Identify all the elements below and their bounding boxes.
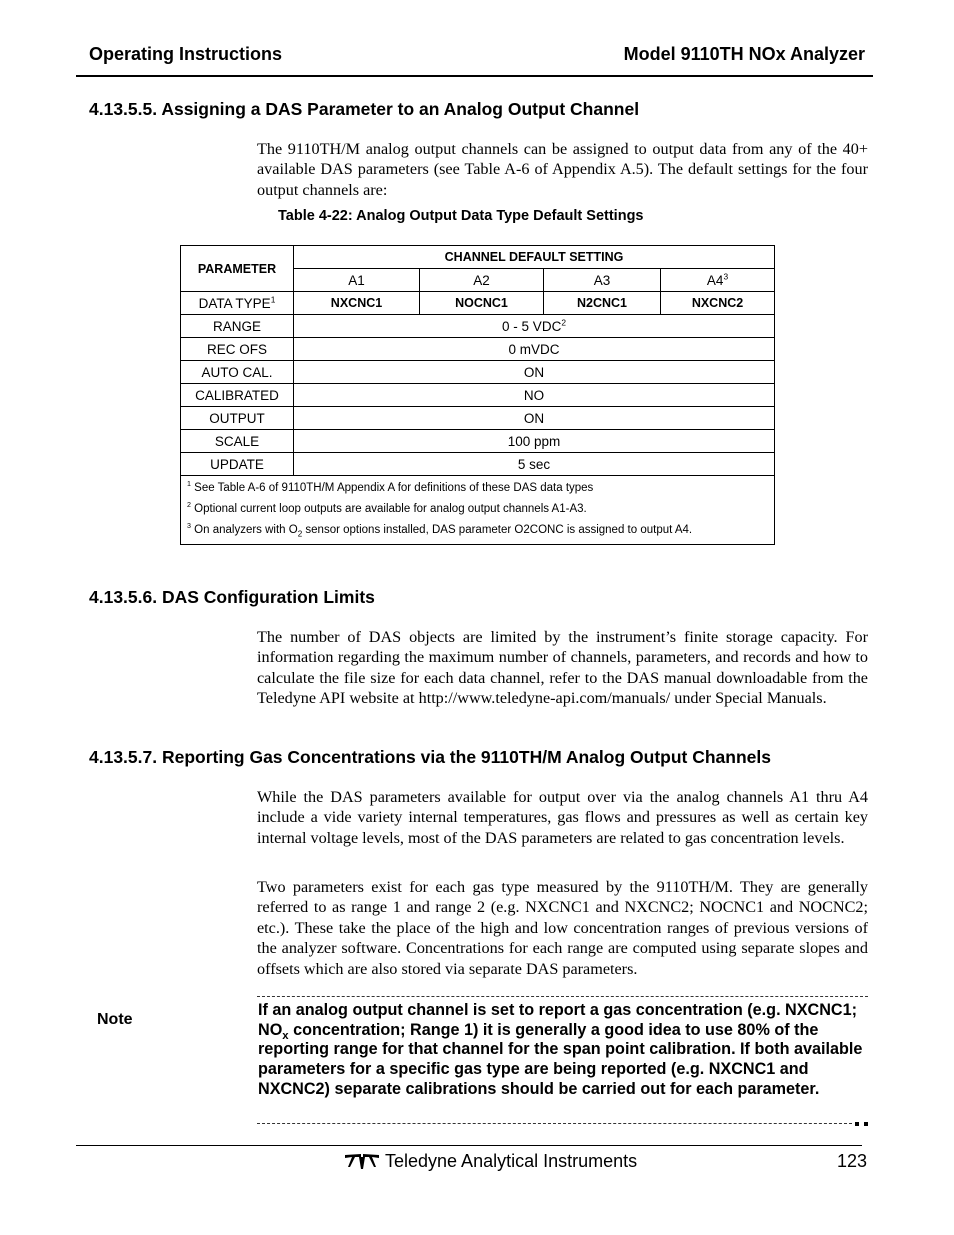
data-type-a1: NXCNC1 bbox=[294, 292, 420, 315]
table-header-a3: A3 bbox=[544, 269, 661, 292]
footnote-1-num: 1 bbox=[187, 480, 191, 489]
section-paragraph-das-limits: The number of DAS objects are limited by the instrument’s finite storage capacity. For information regarding the maximum number of channels, parameters, and records and how to calculate the file size for each data channel, refer to the DAS manual downloadable from the Teledyne API website at http://www.teledyne-api.com/manuals/ under Special Manuals. bbox=[257, 628, 868, 708]
row-value-range bbox=[294, 315, 775, 338]
table-row bbox=[181, 453, 775, 476]
section-paragraph-reporting-gas-1: While the DAS parameters available for output over via the analog channels A1 thru A4 include a vide variety internal temperatures, gas flows and pressures as well as certain key internal voltage levels, most of the DAS parameters are related to gas concentration levels. bbox=[257, 788, 868, 847]
analog-output-defaults-table bbox=[180, 245, 775, 545]
header-rule bbox=[76, 75, 873, 77]
data-type-a4: NXCNC2 bbox=[661, 292, 775, 315]
table-row bbox=[181, 384, 775, 407]
row-value-output: ON bbox=[294, 407, 775, 430]
row-label-data-type-text: DATA TYPE bbox=[198, 295, 271, 311]
table-header-parameter: PARAMETER bbox=[181, 246, 294, 292]
section-heading-das-limits: 4.13.5.6. DAS Configuration Limits bbox=[89, 587, 375, 607]
row-label-range: RANGE bbox=[181, 315, 294, 338]
footnote-3-text-b: sensor options installed, DAS parameter O2CONC is assigned to output A4. bbox=[302, 524, 693, 536]
note-text-sub: x bbox=[282, 1029, 289, 1042]
row-value-calibrated: NO bbox=[294, 384, 775, 407]
note-label: Note bbox=[97, 1011, 133, 1028]
row-label-auto-cal: AUTO CAL. bbox=[181, 361, 294, 384]
footnote-2 bbox=[187, 499, 768, 520]
page-number: 123 bbox=[836, 1151, 867, 1171]
section-heading-reporting-gas: 4.13.5.7. Reporting Gas Concentrations via the 9110TH/M Analog Output Channels bbox=[89, 747, 771, 767]
note-text bbox=[258, 1001, 863, 1100]
note-bottom-dashed-rule bbox=[257, 1123, 852, 1124]
table-row bbox=[181, 315, 775, 338]
header-right: Model 9110TH NOx Analyzer bbox=[623, 44, 865, 64]
table-header-a4-label: A4 bbox=[706, 272, 724, 288]
footer-rule bbox=[76, 1145, 862, 1146]
table-row bbox=[181, 407, 775, 430]
row-value-scale: 100 ppm bbox=[294, 430, 775, 453]
footnote-3-text-a: On analyzers with O bbox=[194, 524, 298, 536]
table-header-a1: A1 bbox=[294, 269, 420, 292]
row-label-output: OUTPUT bbox=[181, 407, 294, 430]
note-top-dashed-rule bbox=[257, 996, 868, 997]
table-footnotes bbox=[181, 476, 775, 545]
footnote-1-text: See Table A-6 of 9110TH/M Appendix A for definitions of these DAS data types bbox=[194, 482, 594, 494]
note-end-marker bbox=[855, 1122, 859, 1126]
table-caption: Table 4-22: Analog Output Data Type Default Settings bbox=[278, 208, 644, 224]
footer-company: Teledyne Analytical Instruments bbox=[385, 1151, 638, 1171]
row-label-rec-ofs: REC OFS bbox=[181, 338, 294, 361]
table-row bbox=[181, 292, 775, 315]
row-value-range-text: 0 - 5 VDC bbox=[502, 318, 562, 334]
table-header-a2: A2 bbox=[420, 269, 544, 292]
row-value-rec-ofs: 0 mVDC bbox=[294, 338, 775, 361]
table-row bbox=[181, 361, 775, 384]
row-label-scale: SCALE bbox=[181, 430, 294, 453]
row-value-auto-cal: ON bbox=[294, 361, 775, 384]
row-value-update: 5 sec bbox=[294, 453, 775, 476]
note-end-marker bbox=[864, 1122, 868, 1126]
footnote-2-num: 2 bbox=[187, 501, 191, 510]
footnote-ref-3: 3 bbox=[723, 271, 729, 281]
footnote-3 bbox=[187, 520, 768, 541]
teledyne-logo-icon bbox=[344, 1151, 380, 1171]
footnote-3-sub: 2 bbox=[297, 529, 303, 539]
section-paragraph-reporting-gas-2: Two parameters exist for each gas type measured by the 9110TH/M. They are generally referred to as range 1 and range 2 (e.g. NXCNC1 and NXCNC2; NOCNC1 and NOCNC2; etc.). These take the place of the high and low concentration ranges of previous versions of the analyzer software. Concentrations for each range are computed using separate slopes and offsets which are also stored via separate DAS parameters. bbox=[257, 878, 868, 978]
header-left: Operating Instructions bbox=[89, 44, 283, 64]
footnote-1 bbox=[187, 478, 768, 499]
footnote-ref-1: 1 bbox=[270, 294, 276, 304]
table-row bbox=[181, 338, 775, 361]
footnote-ref-2: 2 bbox=[561, 317, 566, 327]
row-label-update: UPDATE bbox=[181, 453, 294, 476]
footnote-3-num: 3 bbox=[187, 522, 191, 531]
section-heading-assigning-das: 4.13.5.5. Assigning a DAS Parameter to an Analog Output Channel bbox=[89, 99, 640, 119]
data-type-a3: N2CNC1 bbox=[544, 292, 661, 315]
table-header-a4 bbox=[661, 269, 775, 292]
row-label-calibrated: CALIBRATED bbox=[181, 384, 294, 407]
footnote-2-text: Optional current loop outputs are available for analog output channels A1-A3. bbox=[194, 503, 587, 515]
table-header-channel-default: CHANNEL DEFAULT SETTING bbox=[294, 246, 775, 269]
note-text-a: If an analog output channel is set to report a gas concentration (e.g. NXCNC1; NO bbox=[258, 1001, 858, 1039]
row-label-data-type bbox=[181, 292, 294, 315]
note-text-b: concentration; Range 1) it is generally a good idea to use 80% of the reporting range for that channel for the span point calibration. If both available parameters for a specific gas type are being reported (e.g. NXCNC1 and NXCNC2) separate calibrations should be carried out for each parameter. bbox=[258, 1020, 863, 1098]
table-row bbox=[181, 430, 775, 453]
table-notes-row bbox=[181, 476, 775, 545]
section-paragraph-assigning-das: The 9110TH/M analog output channels can be assigned to output data from any of the 40+ available DAS parameters (see Table A-6 of Appendix A.5). The default settings for the four output channels are: bbox=[257, 140, 868, 199]
data-type-a2: NOCNC1 bbox=[420, 292, 544, 315]
